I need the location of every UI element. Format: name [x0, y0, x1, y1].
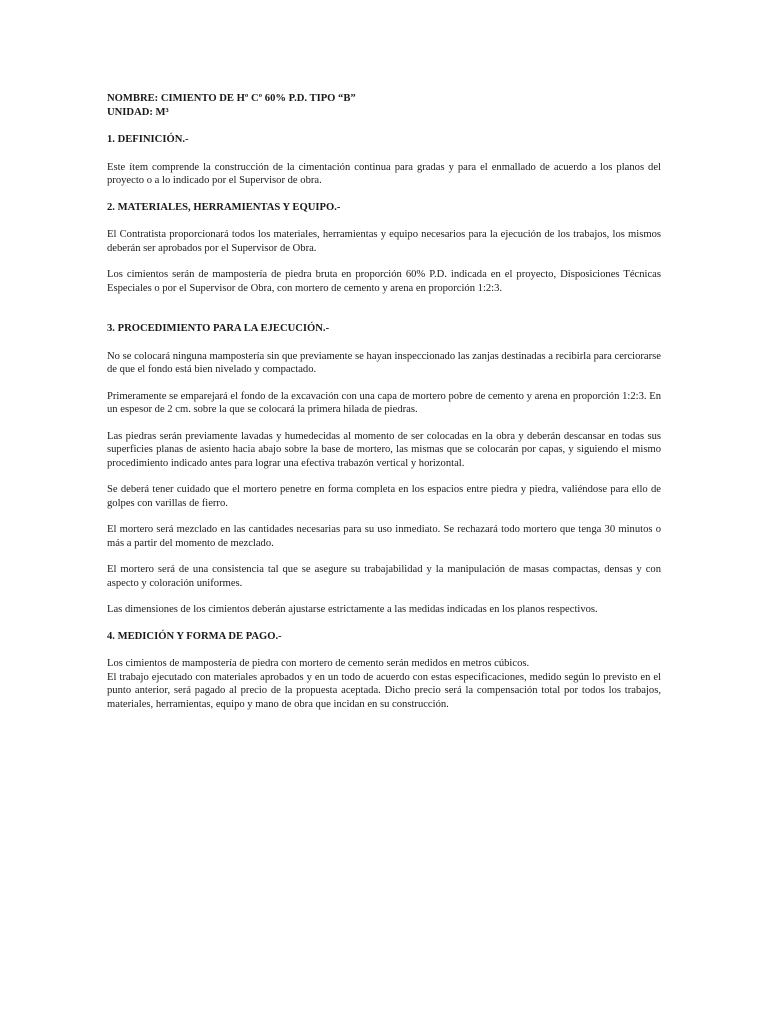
materials-paragraph-1: El Contratista proporcionará todos los materiales, herramientas y equipo necesarios para la ejecución de los trabajos, los mismos deberán ser aprobados por el Supervisor de Obra. — [107, 229, 661, 254]
materials-paragraph-2: Los cimientos serán de mampostería de piedra bruta en proporción 60% P.D. indicada en el proyecto, Disposiciones Técnicas Especiales o por el Supervisor de Obra, con mortero de cemento y arena en proporción 1:2:3. — [107, 269, 661, 294]
procedure-paragraph-7: Las dimensiones de los cimientos deberán ajustarse estrictamente a las medidas indicadas en los planos respectivos. — [107, 604, 598, 615]
section-measurement-title: 4. MEDICIÓN Y FORMA DE PAGO.- — [107, 630, 282, 642]
item-name-heading: NOMBRE: CIMIENTO DE Hº Cº 60% P.D. TIPO “B” — [107, 93, 356, 104]
section-definition-title: 1. DEFINICIÓN.- — [107, 134, 189, 145]
document-page — [107, 92, 661, 711]
measurement-paragraph-2: El trabajo ejecutado con materiales aprobados y en un todo de acuerdo con estas especificaciones, medido según lo previsto en el punto anterior, será pagado al precio de la propuesta aceptada. Dicho precio será la compensación total por todos los trabajos, materiales, herramientas, equipo y mano de obra que incidan en su construcción. — [107, 671, 661, 710]
procedure-paragraph-5: El mortero será mezclado en las cantidades necesarias para su uso inmediato. Se rechazará todo mortero que tenga 30 minutos o más a partir del momento de mezclado. — [107, 524, 661, 549]
section-procedure-title: 3. PROCEDIMIENTO PARA LA EJECUCIÓN.- — [107, 323, 330, 334]
measurement-paragraph-1: Los cimientos de mampostería de piedra con mortero de cemento serán medidos en metros cúbicos. — [107, 658, 530, 669]
procedure-paragraph-6: El mortero será de una consistencia tal que se asegure su trabajabilidad y la manipulación de masas compactas, densas y con aspecto y coloración uniformes. — [107, 564, 661, 589]
procedure-paragraph-1: No se colocará ninguna mampostería sin que previamente se hayan inspeccionado las zanjas destinadas a recibirla para cerciorarse de que el fondo está bien nivelado y compactado. — [107, 350, 661, 375]
procedure-paragraph-3: Las piedras serán previamente lavadas y humedecidas al momento de ser colocadas en la obra y deberán descansar en todas sus superficies planas de asiento hacia abajo sobre la base de mortero, las mismas que se colocarán por capas, y siguiendo el mismo procedimiento indicado antes para lograr una efectiva trabazón vertical y horizontal. — [107, 430, 661, 469]
definition-paragraph: Este ítem comprende la construcción de la cimentación continua para gradas y para el enmallado de acuerdo a los planos del proyecto o a lo indicado por el Supervisor de obra. — [107, 161, 661, 186]
procedure-paragraph-2: Primeramente se emparejará el fondo de la excavación con una capa de mortero pobre de cemento y arena en proporción 1:2:3. En un espesor de 2 cm. sobre la que se colocará la primera hilada de piedras. — [107, 390, 661, 415]
section-materials-title: 2. MATERIALES, HERRAMIENTAS Y EQUIPO.- — [107, 201, 341, 213]
procedure-paragraph-4: Se deberá tener cuidado que el mortero penetre en forma completa en los espacios entre piedra y piedra, valiéndose para ello de golpes con varillas de fierro. — [107, 484, 661, 509]
unit-heading: UNIDAD: M³ — [107, 106, 169, 118]
